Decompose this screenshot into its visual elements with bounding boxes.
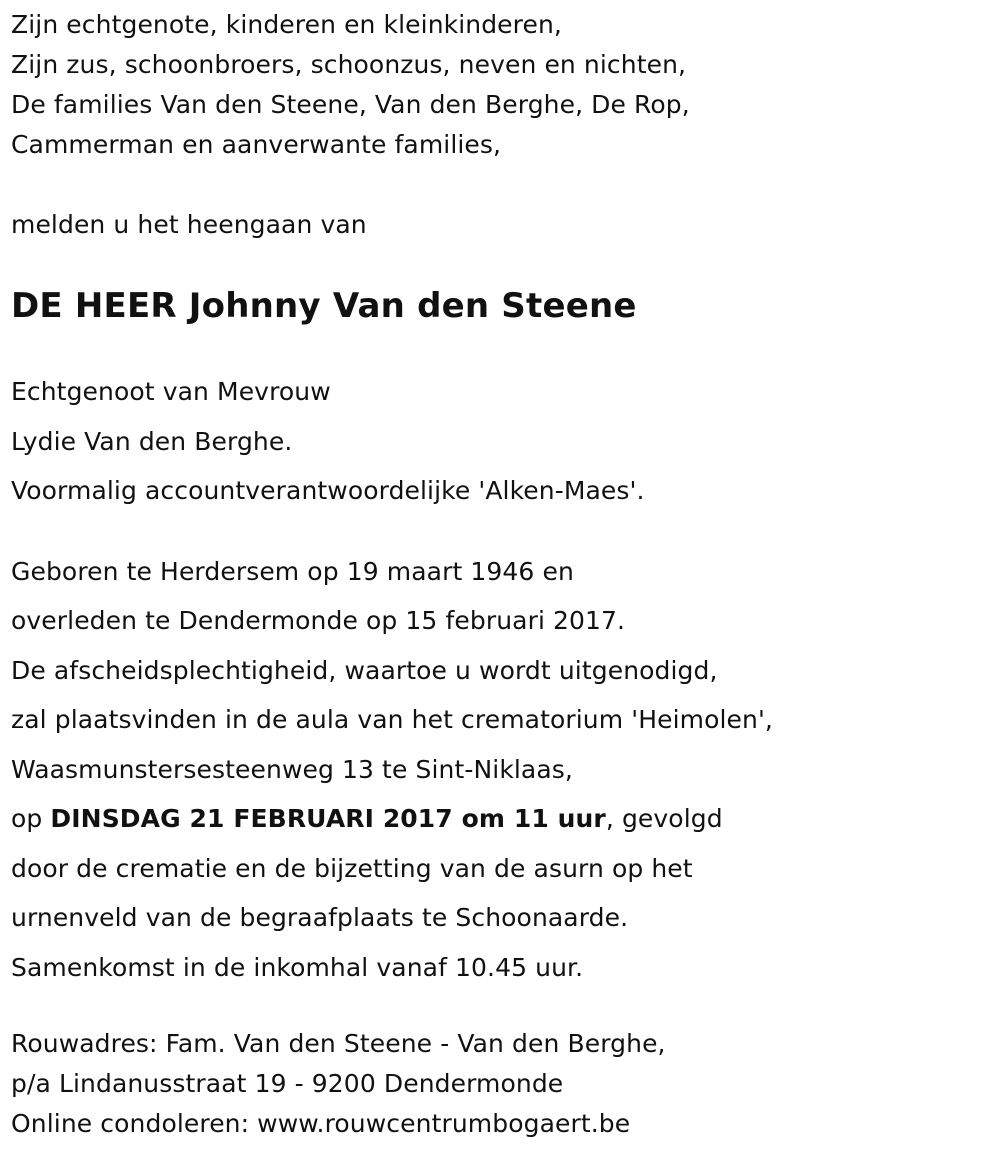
details-line: overleden te Dendermonde op 15 februari 2017. [11,606,626,635]
details-line: zal plaatsvinden in de aula van het crematorium 'Heimolen', [11,705,773,734]
details-line: Geboren te Herdersem op 19 maart 1946 en [11,556,574,586]
deceased-name: DE HEER Johnny Van den Steene [11,286,637,326]
spacer [11,336,991,367]
family-line: Cammerman en aanverwante families, [11,130,502,159]
details-line: De afscheidsplechtigheid, waartoe u wordt uitgenodigd, [11,655,718,685]
address-line: p/a Lindanusstraat 19 - 9200 Dendermonde [11,1069,564,1098]
spacer [11,245,991,276]
ceremony-prefix: op [11,804,51,833]
obituary-notice [11,0,991,1144]
spacer [11,992,991,1024]
details-line: urnenveld van de begraafplaats te Schoonaarde. [11,903,629,932]
details-line: Waasmunstersesteenweg 13 te Sint-Niklaas, [11,754,573,784]
ceremony-line [11,794,991,844]
details-line: Samenkomst in de inkomhal vanaf 10.45 uur. [11,952,584,982]
condolence-line: Online condoleren: www.rouwcentrumbogaert.be [11,1109,631,1138]
details-line: door de crematie en de bijzetting van de asurn op het [11,853,693,883]
ceremony-suffix: , gevolgd [605,804,723,833]
spouse-line: Echtgenoot van Mevrouw [11,377,331,406]
family-line: Zijn zus, schoonbroers, schoonzus, neven en nichten, [11,50,687,79]
address-line: Rouwadres: Fam. Van den Steene - Van den Berghe, [11,1029,666,1058]
family-line: De families Van den Steene, Van den Berghe, De Rop, [11,90,690,119]
occupation-line: Voormalig accountverantwoordelijke 'Alken-Maes'. [11,476,645,505]
spacer [11,165,991,205]
spouse-block [11,367,991,516]
details-block [11,547,991,993]
spacer [11,516,991,547]
spouse-line: Lydie Van den Berghe. [11,426,293,456]
address-block [11,1024,991,1144]
family-block [11,0,991,165]
announce-text: melden u het heengaan van [11,210,367,239]
family-line: Zijn echtgenote, kinderen en kleinkinderen, [11,10,562,39]
ceremony-date-time: DINSDAG 21 FEBRUARI 2017 om 11 uur [50,804,606,833]
